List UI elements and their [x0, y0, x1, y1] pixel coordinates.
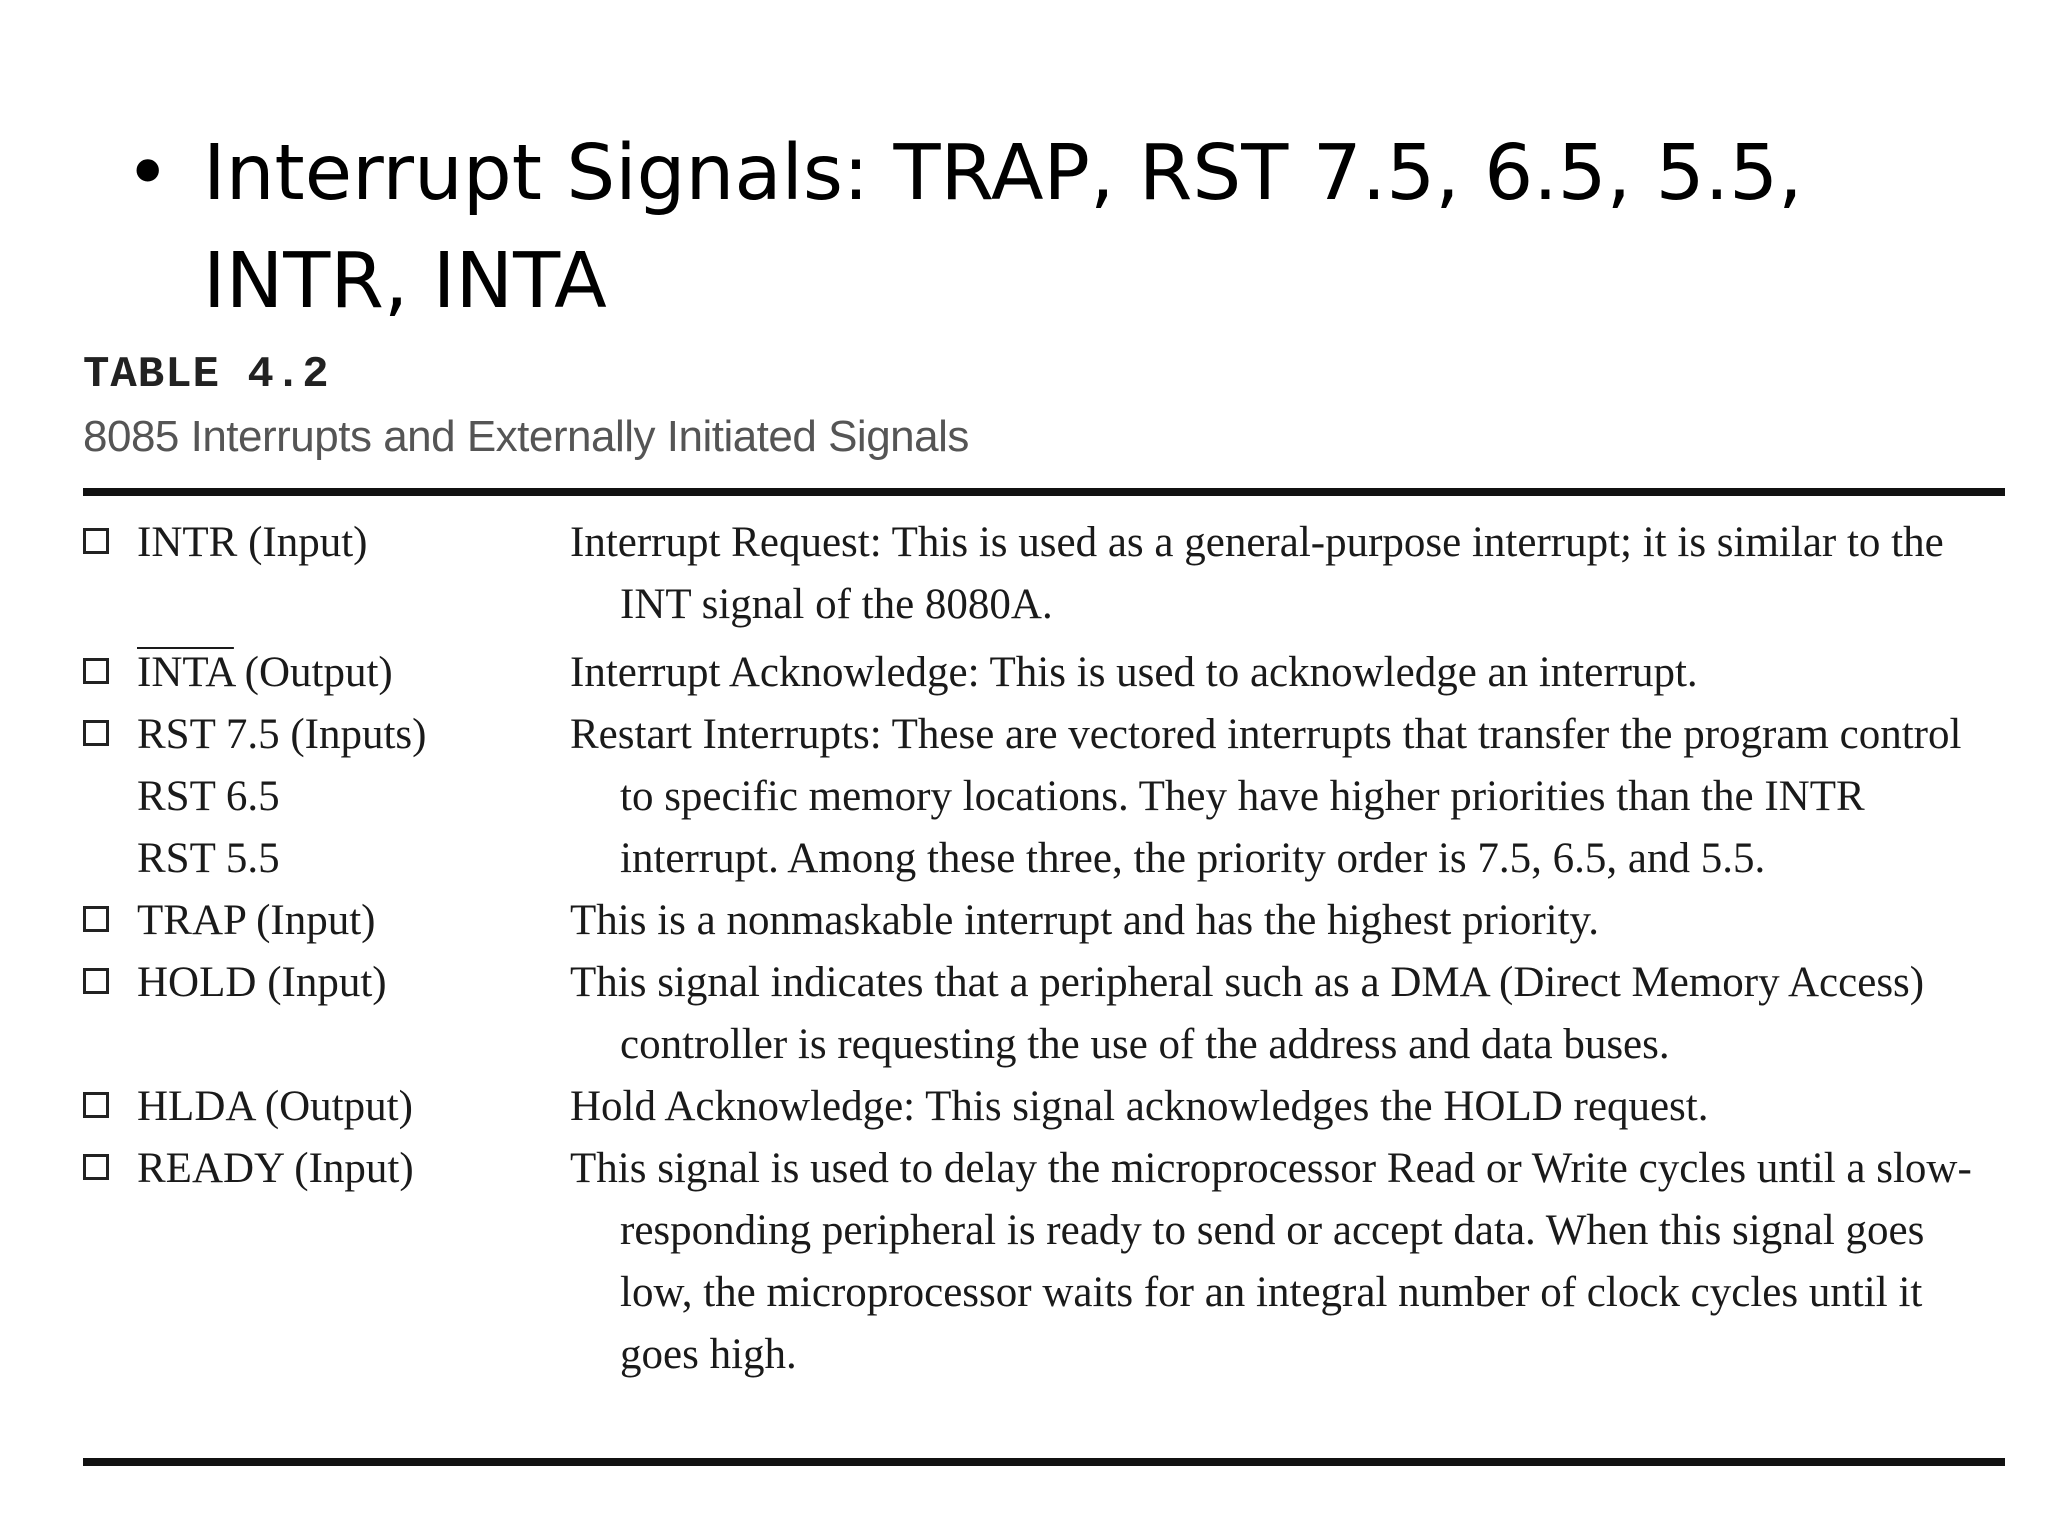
slide-title: [125, 120, 1995, 336]
signal-name: [137, 1138, 414, 1386]
checkbox-icon: [83, 906, 109, 932]
signal-description: This signal indicates that a peripheral such as a DMA (Direct Memory Access) controller is requesting the use of the address and data buses.: [570, 959, 1925, 1068]
table-row-rst: [83, 704, 2005, 890]
table-label: TABLE 4.2: [83, 350, 330, 400]
checkbox-icon: [83, 658, 109, 684]
signal-cell: [83, 1076, 570, 1138]
signals-table: [83, 512, 2005, 1386]
table-row-trap: [83, 890, 2005, 952]
signal-cell: [83, 512, 570, 636]
checkbox-icon: [83, 528, 109, 554]
table-row-hold: [83, 952, 2005, 1076]
checkbox-icon: [83, 720, 109, 746]
signal-cell: [83, 704, 570, 890]
signal-direction: (Inputs): [290, 711, 427, 758]
signal-label: RST 7.5: [137, 711, 280, 758]
signal-direction: (Input): [267, 959, 387, 1006]
checkbox-icon: [83, 1154, 109, 1180]
signal-description: This signal is used to delay the microprocessor Read or Write cycles until a slow-responding peripheral is ready to send or accept data. When this signal goes low, the microprocessor waits for an integral number of clock cycles until it goes high.: [570, 1145, 1972, 1378]
signal-label: HOLD: [137, 959, 257, 1006]
signal-cell: [83, 1138, 570, 1386]
signal-cell: [83, 642, 570, 704]
bullet-point: •: [125, 129, 171, 218]
signal-name: [137, 952, 387, 1076]
signal-name: [137, 1076, 413, 1138]
signal-label: INTA: [137, 649, 234, 696]
signal-description: Interrupt Acknowledge: This is used to acknowledge an interrupt.: [570, 649, 1698, 696]
table-top-rule: [83, 488, 2005, 496]
table-caption: 8085 Interrupts and Externally Initiated Signals: [83, 412, 969, 461]
table-row-ready: [83, 1138, 2005, 1386]
table-bottom-rule: [83, 1458, 2005, 1466]
signal-label-rst-6-5: RST 6.5: [137, 773, 280, 820]
signal-label-rst-5-5: RST 5.5: [137, 835, 280, 882]
signal-name: [137, 512, 367, 636]
table-row-inta: [83, 642, 2005, 704]
signal-label: READY: [137, 1145, 284, 1192]
signal-cell: [83, 952, 570, 1076]
signal-description: Interrupt Request: This is used as a general-purpose interrupt; it is similar to the INT signal of the 8080A.: [570, 519, 1944, 628]
signal-label: HLDA: [137, 1083, 255, 1130]
signal-name: [137, 642, 393, 704]
checkbox-icon: [83, 1092, 109, 1118]
signal-label: TRAP: [137, 897, 246, 944]
signal-direction: (Output): [264, 1083, 413, 1130]
table-row-intr: [83, 512, 2005, 636]
signal-direction: (Output): [244, 649, 393, 696]
signal-description: Hold Acknowledge: This signal acknowledges the HOLD request.: [570, 1083, 1709, 1130]
signal-name: [137, 704, 426, 890]
signal-label: INTR: [137, 519, 238, 566]
slide-title-text: Interrupt Signals: TRAP, RST 7.5, 6.5, 5.5, INTR, INTA: [203, 129, 1803, 326]
signal-description: Restart Interrupts: These are vectored interrupts that transfer the program control to specific memory locations. They have higher priorities than the INTR interrupt. Among these three, the priority order is 7.5, 6.5, and 5.5.: [570, 711, 1962, 882]
signal-direction: (Input): [248, 519, 368, 566]
signal-description: This is a nonmaskable interrupt and has the highest priority.: [570, 897, 1599, 944]
table-row-hlda: [83, 1076, 2005, 1138]
signal-direction: (Input): [256, 897, 376, 944]
checkbox-icon: [83, 968, 109, 994]
signal-cell: [83, 890, 570, 952]
signal-direction: (Input): [294, 1145, 414, 1192]
signal-name: [137, 890, 375, 952]
